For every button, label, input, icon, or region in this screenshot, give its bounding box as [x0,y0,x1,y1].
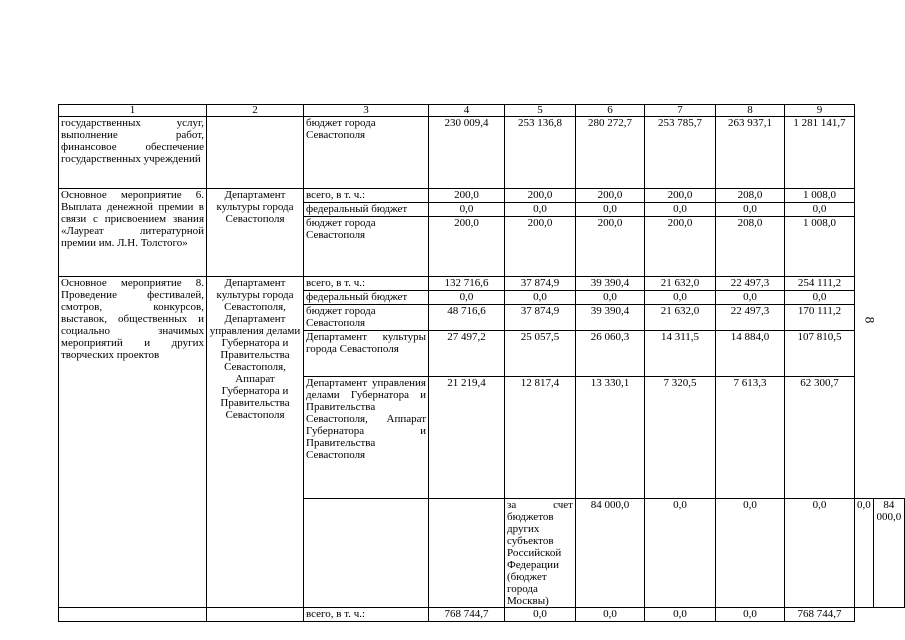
executor-cell: Департамент культуры города Севастополя [207,189,304,277]
header-row [59,105,905,117]
value-cell: 27 497,2 [429,331,505,377]
value-cell: 208,0 [716,189,785,203]
table-row [59,117,905,189]
executor-cell: Департамент культуры города Севастополя, Департамент управления делами Губернатора и Правительства Севастополя, Аппарат Губернатора и Правительства Севастополя [207,277,304,608]
value-cell: 0,0 [716,499,785,608]
value-cell: 200,0 [505,189,576,203]
value-cell: 37 874,9 [505,277,576,291]
value-cell: 22 497,3 [716,277,785,291]
value-cell: 0,0 [429,291,505,305]
header-cell: 1 [59,105,207,117]
measure-cell: Основное мероприятие 8. Проведение фестивалей, смотров, конкурсов, выставок, общественных и социально значимых мероприятий и других творческих проектов [59,277,207,608]
value-cell: 768 744,7 [429,608,505,622]
value-cell: 0,0 [576,203,645,217]
measure-cell: Основное мероприятие 6. Выплата денежной премии в связи с присвоением звания «Лауреат литературной премии им. Л.Н. Толстого» [59,189,207,277]
value-cell: 200,0 [429,217,505,277]
source-cell: федеральный бюджет [304,203,429,217]
source-cell: бюджет города Севастополя [304,217,429,277]
value-cell: 14 884,0 [716,331,785,377]
header-cell: 6 [576,105,645,117]
source-cell: бюджет города Севастополя [304,117,429,189]
value-cell: 200,0 [645,217,716,277]
value-cell: 200,0 [429,189,505,203]
value-cell: 0,0 [505,608,576,622]
source-cell: за счет бюджетов других субъектов Российской Федерации (бюджет города Москвы) [505,499,576,608]
value-cell: 0,0 [505,291,576,305]
value-cell: 0,0 [645,203,716,217]
source-cell: всего, в т. ч.: [304,277,429,291]
value-cell: 25 057,5 [505,331,576,377]
value-cell: 254 111,2 [785,277,855,291]
value-cell: 0,0 [855,499,874,608]
table-row [59,608,905,622]
value-cell: 200,0 [576,217,645,277]
measure-cell [59,608,207,622]
value-cell: 0,0 [716,608,785,622]
executor-cell [207,117,304,189]
value-cell: 0,0 [576,608,645,622]
header-cell: 8 [716,105,785,117]
page-number: 8 [862,316,878,324]
table-row [59,189,905,203]
value-cell: 0,0 [645,291,716,305]
budget-table [58,104,905,622]
value-cell: 0,0 [429,203,505,217]
source-cell: бюджет города Севастополя [304,305,429,331]
source-cell: всего, в т. ч.: [304,189,429,203]
header-cell: 7 [645,105,716,117]
value-cell: 48 716,6 [429,305,505,331]
value-cell: 84 000,0 [576,499,645,608]
header-cell: 2 [207,105,304,117]
executor-cell [207,608,304,622]
value-cell: 37 874,9 [505,305,576,331]
value-cell: 13 330,1 [576,377,645,499]
value-cell: 0,0 [785,203,855,217]
value-cell: 21 219,4 [429,377,505,499]
value-cell: 170 111,2 [785,305,855,331]
value-cell: 0,0 [576,291,645,305]
value-cell: 26 060,3 [576,331,645,377]
value-cell: 0,0 [645,499,716,608]
value-cell: 1 008,0 [785,189,855,203]
value-cell: 0,0 [645,608,716,622]
value-cell: 0,0 [505,203,576,217]
value-cell: 768 744,7 [785,608,855,622]
value-cell: 21 632,0 [645,277,716,291]
measure-cell [304,499,429,608]
measure-cell: государственных услуг, выполнение работ, финансовое обеспечение государственных учреждений [59,117,207,189]
value-cell: 263 937,1 [716,117,785,189]
value-cell: 0,0 [716,203,785,217]
header-cell: 5 [505,105,576,117]
source-cell: Департамент управления делами Губернатора и Правительства Севастополя, Аппарат Губернатора и Правительства Севастополя [304,377,429,499]
value-cell: 22 497,3 [716,305,785,331]
value-cell: 132 716,6 [429,277,505,291]
value-cell: 200,0 [576,189,645,203]
value-cell: 280 272,7 [576,117,645,189]
header-cell: 4 [429,105,505,117]
value-cell: 14 311,5 [645,331,716,377]
source-cell: Департамент культуры города Севастополя [304,331,429,377]
value-cell: 39 390,4 [576,305,645,331]
value-cell: 12 817,4 [505,377,576,499]
table-row [59,277,905,291]
value-cell: 200,0 [645,189,716,203]
value-cell: 1 281 141,7 [785,117,855,189]
value-cell: 200,0 [505,217,576,277]
value-cell: 230 009,4 [429,117,505,189]
value-cell: 7 320,5 [645,377,716,499]
header-cell: 9 [785,105,855,117]
value-cell: 253 136,8 [505,117,576,189]
value-cell: 253 785,7 [645,117,716,189]
value-cell: 107 810,5 [785,331,855,377]
value-cell: 0,0 [785,291,855,305]
value-cell: 208,0 [716,217,785,277]
value-cell: 0,0 [785,499,855,608]
value-cell: 1 008,0 [785,217,855,277]
value-cell: 62 300,7 [785,377,855,499]
value-cell: 39 390,4 [576,277,645,291]
value-cell: 84 000,0 [873,499,904,608]
executor-cell [429,499,505,608]
header-cell: 3 [304,105,429,117]
value-cell: 0,0 [716,291,785,305]
value-cell: 21 632,0 [645,305,716,331]
value-cell: 7 613,3 [716,377,785,499]
source-cell: федеральный бюджет [304,291,429,305]
source-cell: всего, в т. ч.: [304,608,429,622]
